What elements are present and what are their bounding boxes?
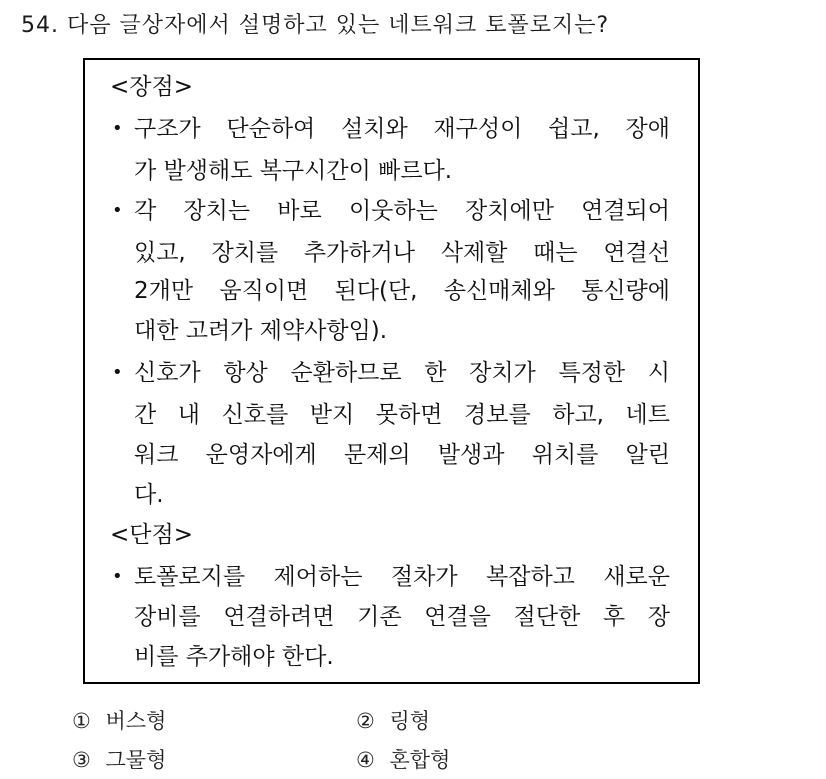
pros-line-7: 신호가 항상 순환하므로 한 장치가 특정한 시	[134, 360, 670, 386]
pros-line-4: 있고, 장치를 추가하거나 삭제할 때는 연결선	[134, 240, 670, 266]
pros-line-10: 다.	[134, 482, 164, 508]
pros-line-1: 구조가 단순하여 설치와 재구성이 쉽고, 장애	[134, 116, 670, 142]
bullet-4: •	[112, 566, 123, 587]
option-3-marker: ③	[72, 748, 91, 772]
option-2[interactable]	[356, 707, 430, 735]
cons-line-2: 장비를 연결하려면 기존 연결을 절단한 후 장	[134, 604, 670, 630]
option-1-marker: ①	[72, 709, 91, 733]
bullet-1: •	[112, 118, 123, 139]
pros-line-2: 가 발생해도 복구시간이 빠르다.	[134, 158, 453, 184]
option-3-label: 그물형	[105, 748, 167, 772]
pros-line-9: 워크 운영자에게 문제의 발생과 위치를 알린	[134, 442, 670, 468]
pros-line-3: 각 장치는 바로 이웃하는 장치에만 연결되어	[134, 198, 670, 224]
option-3[interactable]	[72, 746, 166, 774]
option-1-label: 버스형	[105, 709, 167, 733]
pros-line-8: 간 내 신호를 받지 못하면 경보를 하고, 네트	[134, 402, 670, 428]
option-2-label: 링형	[389, 709, 431, 733]
option-4-marker: ④	[356, 748, 375, 772]
option-4[interactable]	[356, 746, 450, 774]
option-1[interactable]	[72, 707, 166, 735]
pros-line-6: 대한 고려가 제약사항임).	[134, 318, 388, 344]
bullet-3: •	[112, 362, 123, 383]
option-4-label: 혼합형	[389, 748, 451, 772]
cons-heading: <단점>	[110, 522, 193, 548]
cons-line-3: 비를 추가해야 한다.	[134, 644, 334, 670]
pros-heading: <장점>	[110, 74, 193, 100]
bullet-2: •	[112, 200, 123, 221]
option-2-marker: ②	[356, 709, 375, 733]
question-text: 54. 다음 글상자에서 설명하고 있는 네트워크 토폴로지는?	[21, 13, 610, 38]
pros-line-5: 2개만 움직이면 된다(단, 송신매체와 통신량에	[134, 278, 670, 304]
cons-line-1: 토폴로지를 제어하는 절차가 복잡하고 새로운	[134, 564, 670, 590]
